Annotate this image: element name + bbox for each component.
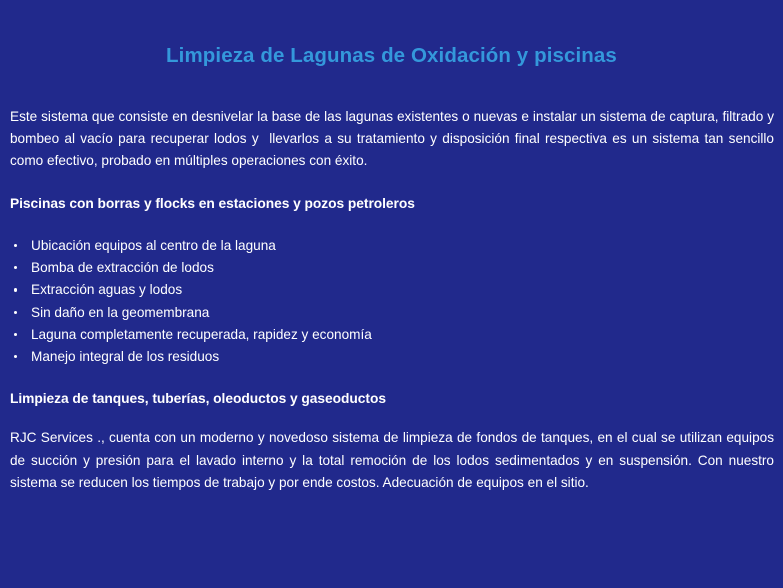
page-title: Limpieza de Lagunas de Oxidación y piscinas — [166, 43, 617, 67]
list-item — [10, 235, 774, 257]
list-item-label: Laguna completamente recuperada, rapidez y economía — [31, 326, 372, 342]
list-item — [10, 302, 774, 324]
list-item-label: Bomba de extracción de lodos — [31, 259, 214, 275]
section-one-heading: Piscinas con borras y flocks en estaciones y pozos petroleros — [10, 195, 415, 211]
spacer — [10, 173, 774, 193]
list-item-label: Ubicación equipos al centro de la laguna — [31, 237, 276, 253]
list-item-label: Sin daño en la geomembrana — [31, 304, 210, 320]
list-item — [10, 279, 774, 301]
intro-paragraph: Este sistema que consiste en desnivelar la base de las lagunas existentes o nuevas e instalar un sistema de captura, filtrado y bombeo al vacío para recuperar lodos y llevarlos a su tratamiento y disposición final respectiva es un sistema tan sencillo como efectivo, probado en múltiples operaciones con éxito. — [10, 109, 778, 169]
section-one-bullet-list — [10, 235, 774, 369]
section-two-heading: Limpieza de tanques, tuberías, oleoductos y gaseoductos — [10, 391, 386, 407]
bullet-dot-icon — [14, 355, 17, 358]
list-item — [10, 324, 774, 346]
bullet-dot-icon — [14, 266, 17, 269]
list-item — [10, 257, 774, 279]
bullet-dot-icon — [14, 333, 17, 336]
bullet-dot-icon — [14, 311, 17, 314]
section-two-paragraph: RJC Services ., cuenta con un moderno y novedoso sistema de limpieza de fondos de tanques, en el cual se utilizan equipos de succión y presión para el lavado interno y la total remoción de los lodos sedimentados y en suspensión. Con nuestro sistema se reducen los tiempos de trabajo y por ende costos. Adecuación de equipos en el sitio. — [10, 430, 778, 490]
spacer — [10, 215, 774, 235]
spacer — [10, 410, 774, 427]
list-item — [10, 346, 774, 368]
slide-content — [10, 106, 778, 494]
bullet-dot-icon — [14, 288, 17, 291]
list-item-label: Manejo integral de los residuos — [31, 349, 220, 365]
list-item-label: Extracción aguas y lodos — [31, 282, 183, 298]
bullet-dot-icon — [14, 244, 17, 247]
spacer — [10, 368, 774, 388]
